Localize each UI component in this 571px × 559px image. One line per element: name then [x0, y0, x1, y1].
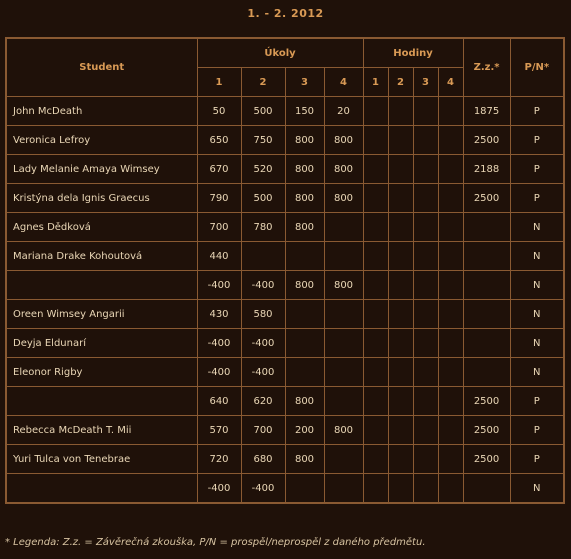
- hodiny-cell: [363, 97, 388, 126]
- table-row: [6, 213, 564, 242]
- table-row: [6, 474, 564, 504]
- student-name-cell: Veronica Lefroy: [6, 126, 197, 155]
- hodiny-cell: [438, 97, 463, 126]
- student-name-cell: Oreen Wimsey Angarii: [6, 300, 197, 329]
- student-name-cell: Yuri Tulca von Tenebrae: [6, 445, 197, 474]
- ukol-score-cell: -400: [197, 358, 241, 387]
- header-hodiny-col: 4: [438, 68, 463, 97]
- hodiny-cell: [363, 416, 388, 445]
- ukol-score-cell: 800: [324, 126, 363, 155]
- student-name-cell: Kristýna dela Ignis Graecus: [6, 184, 197, 213]
- student-name-cell: [6, 387, 197, 416]
- grades-table: [5, 37, 565, 504]
- table-row: [6, 155, 564, 184]
- ukol-score-cell: -400: [197, 474, 241, 504]
- student-name-cell: [6, 474, 197, 504]
- hodiny-cell: [388, 416, 413, 445]
- hodiny-cell: [363, 242, 388, 271]
- page-title: 1. - 2. 2012: [247, 7, 324, 20]
- ukol-score-cell: 680: [241, 445, 285, 474]
- final-exam-cell: 2188: [463, 155, 510, 184]
- hodiny-cell: [363, 300, 388, 329]
- ukol-score-cell: 800: [285, 184, 324, 213]
- hodiny-cell: [438, 126, 463, 155]
- header-ukoly-col: 2: [241, 68, 285, 97]
- header-pn: P/N*: [510, 38, 564, 97]
- hodiny-cell: [363, 213, 388, 242]
- final-exam-cell: 2500: [463, 416, 510, 445]
- final-exam-cell: [463, 358, 510, 387]
- ukol-score-cell: 750: [241, 126, 285, 155]
- hodiny-cell: [413, 213, 438, 242]
- hodiny-cell: [413, 184, 438, 213]
- ukol-score-cell: 800: [324, 271, 363, 300]
- student-name-cell: Agnes Dědková: [6, 213, 197, 242]
- hodiny-cell: [388, 329, 413, 358]
- ukol-score-cell: 800: [285, 387, 324, 416]
- ukol-score-cell: [324, 329, 363, 358]
- ukol-score-cell: 200: [285, 416, 324, 445]
- table-row: [6, 300, 564, 329]
- hodiny-cell: [363, 445, 388, 474]
- hodiny-cell: [363, 387, 388, 416]
- ukol-score-cell: 500: [241, 97, 285, 126]
- ukol-score-cell: 800: [324, 416, 363, 445]
- final-exam-cell: 2500: [463, 184, 510, 213]
- ukol-score-cell: [241, 242, 285, 271]
- hodiny-cell: [438, 213, 463, 242]
- hodiny-cell: [413, 358, 438, 387]
- final-exam-cell: 1875: [463, 97, 510, 126]
- hodiny-cell: [438, 416, 463, 445]
- header-zz: Z.z.*: [463, 38, 510, 97]
- hodiny-cell: [363, 155, 388, 184]
- hodiny-cell: [363, 126, 388, 155]
- ukol-score-cell: 800: [285, 155, 324, 184]
- ukol-score-cell: 50: [197, 97, 241, 126]
- hodiny-cell: [388, 445, 413, 474]
- student-name-cell: Rebecca McDeath T. Mii: [6, 416, 197, 445]
- legend-note: * Legenda: Z.z. = Závěrečná zkouška, P/N = prospěl/neprospěl z daného předmětu.: [5, 537, 426, 548]
- table-row: [6, 358, 564, 387]
- header-hodiny-col: 1: [363, 68, 388, 97]
- hodiny-cell: [388, 300, 413, 329]
- ukol-score-cell: [285, 329, 324, 358]
- table-row: [6, 97, 564, 126]
- pass-fail-cell: N: [510, 329, 564, 358]
- ukol-score-cell: 670: [197, 155, 241, 184]
- header-student: Student: [6, 38, 197, 97]
- ukol-score-cell: [324, 300, 363, 329]
- hodiny-cell: [413, 155, 438, 184]
- ukol-score-cell: 800: [285, 445, 324, 474]
- hodiny-cell: [388, 474, 413, 504]
- student-name-cell: Eleonor Rigby: [6, 358, 197, 387]
- final-exam-cell: [463, 329, 510, 358]
- pass-fail-cell: P: [510, 184, 564, 213]
- student-name-cell: [6, 271, 197, 300]
- hodiny-cell: [413, 97, 438, 126]
- pass-fail-cell: P: [510, 416, 564, 445]
- ukol-score-cell: [285, 358, 324, 387]
- hodiny-cell: [438, 155, 463, 184]
- ukol-score-cell: [285, 242, 324, 271]
- ukol-score-cell: 800: [285, 126, 324, 155]
- pass-fail-cell: P: [510, 387, 564, 416]
- ukol-score-cell: -400: [197, 271, 241, 300]
- ukol-score-cell: 430: [197, 300, 241, 329]
- hodiny-cell: [438, 329, 463, 358]
- pass-fail-cell: N: [510, 213, 564, 242]
- pass-fail-cell: P: [510, 97, 564, 126]
- ukol-score-cell: 800: [285, 213, 324, 242]
- header-hodiny-col: 2: [388, 68, 413, 97]
- hodiny-cell: [388, 271, 413, 300]
- hodiny-cell: [438, 387, 463, 416]
- ukol-score-cell: 620: [241, 387, 285, 416]
- hodiny-cell: [413, 416, 438, 445]
- ukol-score-cell: [324, 358, 363, 387]
- pass-fail-cell: N: [510, 271, 564, 300]
- table-row: [6, 329, 564, 358]
- ukol-score-cell: [324, 474, 363, 504]
- ukol-score-cell: 20: [324, 97, 363, 126]
- student-name-cell: Deyja Eldunarí: [6, 329, 197, 358]
- hodiny-cell: [413, 271, 438, 300]
- table-row: [6, 416, 564, 445]
- table-row: [6, 126, 564, 155]
- hodiny-cell: [413, 242, 438, 271]
- hodiny-cell: [388, 97, 413, 126]
- pass-fail-cell: P: [510, 126, 564, 155]
- pass-fail-cell: N: [510, 474, 564, 504]
- pass-fail-cell: N: [510, 358, 564, 387]
- student-name-cell: John McDeath: [6, 97, 197, 126]
- pass-fail-cell: N: [510, 300, 564, 329]
- ukol-score-cell: 520: [241, 155, 285, 184]
- ukol-score-cell: -400: [241, 474, 285, 504]
- pass-fail-cell: P: [510, 155, 564, 184]
- ukol-score-cell: 700: [241, 416, 285, 445]
- ukol-score-cell: 500: [241, 184, 285, 213]
- table-row: [6, 184, 564, 213]
- final-exam-cell: 2500: [463, 126, 510, 155]
- ukol-score-cell: [324, 213, 363, 242]
- pass-fail-cell: P: [510, 445, 564, 474]
- ukol-score-cell: 650: [197, 126, 241, 155]
- header-ukoly-col: 4: [324, 68, 363, 97]
- ukol-score-cell: 580: [241, 300, 285, 329]
- student-name-cell: Lady Melanie Amaya Wimsey: [6, 155, 197, 184]
- ukol-score-cell: 570: [197, 416, 241, 445]
- hodiny-cell: [388, 242, 413, 271]
- ukol-score-cell: [324, 387, 363, 416]
- table-row: [6, 242, 564, 271]
- ukol-score-cell: 700: [197, 213, 241, 242]
- hodiny-cell: [413, 126, 438, 155]
- final-exam-cell: [463, 474, 510, 504]
- ukol-score-cell: -400: [197, 329, 241, 358]
- ukol-score-cell: [285, 300, 324, 329]
- hodiny-cell: [413, 445, 438, 474]
- hodiny-cell: [438, 300, 463, 329]
- ukol-score-cell: 440: [197, 242, 241, 271]
- hodiny-cell: [388, 126, 413, 155]
- hodiny-cell: [438, 474, 463, 504]
- hodiny-cell: [363, 184, 388, 213]
- final-exam-cell: [463, 271, 510, 300]
- pass-fail-cell: N: [510, 242, 564, 271]
- hodiny-cell: [388, 387, 413, 416]
- final-exam-cell: 2500: [463, 387, 510, 416]
- header-ukoly: Úkoly: [197, 38, 363, 68]
- hodiny-cell: [438, 242, 463, 271]
- final-exam-cell: [463, 242, 510, 271]
- table-row: [6, 445, 564, 474]
- hodiny-cell: [388, 184, 413, 213]
- ukol-score-cell: 640: [197, 387, 241, 416]
- ukol-score-cell: 720: [197, 445, 241, 474]
- header-ukoly-col: 1: [197, 68, 241, 97]
- hodiny-cell: [388, 213, 413, 242]
- ukol-score-cell: 150: [285, 97, 324, 126]
- header-hodiny-col: 3: [413, 68, 438, 97]
- hodiny-cell: [388, 155, 413, 184]
- hodiny-cell: [363, 358, 388, 387]
- ukol-score-cell: [324, 242, 363, 271]
- final-exam-cell: 2500: [463, 445, 510, 474]
- hodiny-cell: [363, 329, 388, 358]
- table-row: [6, 271, 564, 300]
- hodiny-cell: [438, 445, 463, 474]
- header-hodiny: Hodiny: [363, 38, 463, 68]
- hodiny-cell: [363, 474, 388, 504]
- ukol-score-cell: -400: [241, 329, 285, 358]
- hodiny-cell: [413, 387, 438, 416]
- student-name-cell: Mariana Drake Kohoutová: [6, 242, 197, 271]
- hodiny-cell: [438, 358, 463, 387]
- hodiny-cell: [438, 184, 463, 213]
- ukol-score-cell: 800: [324, 155, 363, 184]
- hodiny-cell: [438, 271, 463, 300]
- ukol-score-cell: [285, 474, 324, 504]
- hodiny-cell: [413, 474, 438, 504]
- ukol-score-cell: 800: [285, 271, 324, 300]
- ukol-score-cell: 790: [197, 184, 241, 213]
- ukol-score-cell: [324, 445, 363, 474]
- final-exam-cell: [463, 300, 510, 329]
- ukol-score-cell: -400: [241, 271, 285, 300]
- hodiny-cell: [413, 300, 438, 329]
- ukol-score-cell: -400: [241, 358, 285, 387]
- header-ukoly-col: 3: [285, 68, 324, 97]
- hodiny-cell: [363, 271, 388, 300]
- final-exam-cell: [463, 213, 510, 242]
- hodiny-cell: [388, 358, 413, 387]
- hodiny-cell: [413, 329, 438, 358]
- ukol-score-cell: 800: [324, 184, 363, 213]
- ukol-score-cell: 780: [241, 213, 285, 242]
- table-row: [6, 387, 564, 416]
